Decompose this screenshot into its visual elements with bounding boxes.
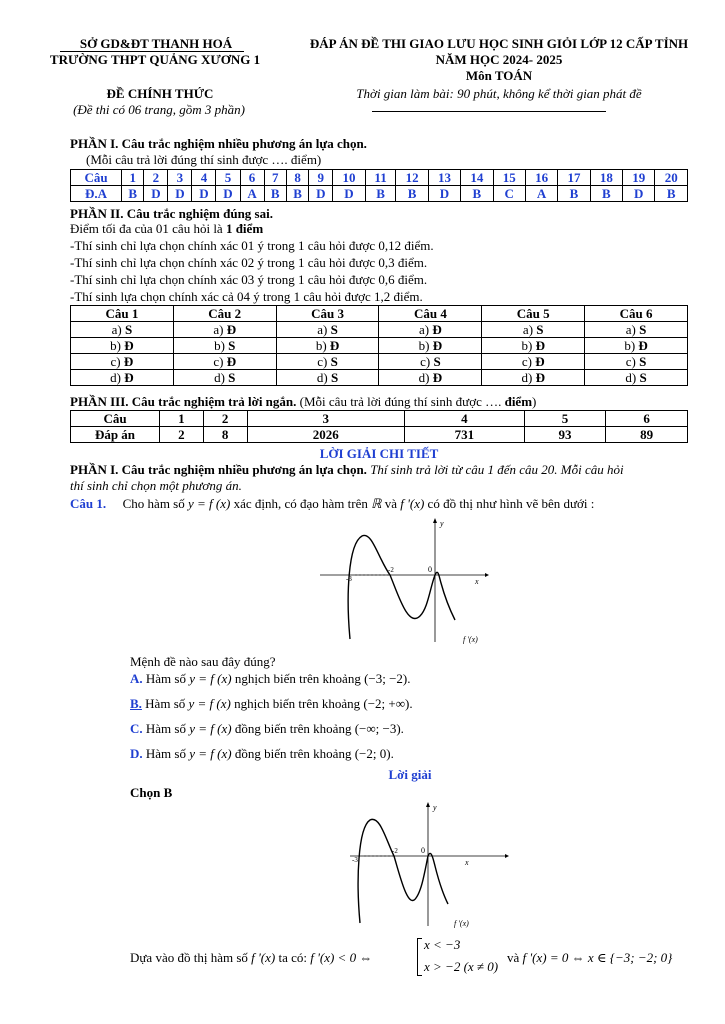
origin-label: 0 (428, 565, 432, 574)
tf-item-prefix: b) (315, 338, 330, 353)
tf-answer-cell (585, 322, 688, 338)
answer-cell: D (428, 186, 460, 202)
question-number: 3 (247, 411, 405, 427)
tf-item-prefix: b) (624, 338, 639, 353)
option-b: B. Hàm số y = f (x) nghịch biến trên khoảng (−2; +∞). (130, 696, 413, 711)
tick-label-minus-2: -2 (392, 847, 398, 855)
tf-item-value: Đ (432, 338, 443, 353)
conclusion-tail (507, 950, 672, 966)
exam-title: ĐÁP ÁN ĐỀ THI GIAO LƯU HỌC SINH GIỎI LỚP 12 CẤP TỈNH (309, 36, 689, 51)
option-text: Hàm số (145, 671, 186, 686)
detail-part1-note-2: thí sinh chỉ chọn một phương án. (70, 478, 242, 493)
math-real-set: ℝ (371, 496, 382, 511)
part3-title: PHẦN III. Câu trắc nghiệm trả lời ngắn. (70, 394, 297, 409)
tf-item-value: Đ (124, 370, 134, 385)
math-fprime: f '(x) (400, 496, 425, 511)
question-number: 2 (144, 170, 168, 186)
question-number: 8 (286, 170, 308, 186)
answer-cell: 2 (160, 427, 204, 443)
tick-label-minus-3: -3 (346, 575, 352, 583)
answer-cell: A (525, 186, 557, 202)
tf-answer-cell (379, 338, 482, 354)
answer-cell: 89 (606, 427, 688, 443)
question-number: 1 (122, 170, 144, 186)
option-letter: A. (130, 671, 143, 686)
table-row (71, 370, 688, 386)
answer-cell: B (655, 186, 688, 202)
tf-answer-cell (276, 354, 379, 370)
question-1-text: có đồ thị như hình vẽ bên dưới : (427, 496, 595, 511)
tf-item-value: Đ (535, 370, 545, 385)
question-1-text: và (384, 496, 397, 511)
question-number: 17 (558, 170, 590, 186)
table-header-cell: Đáp án (71, 427, 160, 443)
question-number: 1 (160, 411, 204, 427)
solution-label: Lời giải (388, 767, 432, 782)
tf-item-value: Đ (124, 338, 134, 353)
question-number: 6 (240, 170, 264, 186)
table-row (71, 411, 688, 427)
question-1-label: Câu 1. (70, 496, 107, 511)
option-text: Hàm số (145, 696, 186, 711)
tf-item-value: S (639, 370, 647, 385)
tf-item-prefix: c) (213, 354, 227, 369)
tf-item-prefix: c) (110, 354, 124, 369)
option-interval: (−3; −2) (364, 671, 408, 686)
curve-label: f '(x) (463, 635, 478, 644)
school-name: TRƯỜNG THPT QUẢNG XƯƠNG 1 (49, 52, 261, 67)
table-header-cell: Câu 3 (276, 306, 379, 322)
option-letter: C. (130, 721, 143, 736)
conclusion-text: ta có: (278, 950, 307, 965)
tf-answer-cell (379, 370, 482, 386)
part3-note-bold: điểm (504, 394, 533, 409)
option-interval: (−2; 0) (354, 746, 391, 761)
derivative-graph-solution (340, 800, 510, 928)
tf-answer-cell (379, 322, 482, 338)
table-header-cell: Câu 4 (379, 306, 482, 322)
tf-item-prefix: a) (522, 322, 537, 337)
answer-cell: B (396, 186, 428, 202)
option-text: nghịch biến trên khoảng (234, 671, 361, 686)
question-number: 11 (365, 170, 396, 186)
question-number: 7 (264, 170, 286, 186)
school-year: NĂM HỌC 2024- 2025 (435, 52, 563, 67)
tf-item-value: S (228, 370, 236, 385)
tf-item-prefix: b) (110, 338, 125, 353)
answer-cell: A (240, 186, 264, 202)
part2-max-score (70, 221, 263, 237)
answer-cell: B (264, 186, 286, 202)
tf-item-value: Đ (226, 354, 237, 369)
question-number: 2 (203, 411, 247, 427)
tf-item-value: Đ (226, 322, 237, 337)
tf-item-prefix: d) (316, 370, 331, 385)
part1-note: (Mỗi câu trả lời đúng thí sinh được …. điểm) (86, 152, 322, 167)
part2-rule: -Thí sinh chỉ lựa chọn chính xác 01 ý trong 1 câu hỏi được 0,12 điểm. (70, 238, 434, 253)
y-axis-label: y (433, 803, 437, 812)
tf-answer-cell (276, 370, 379, 386)
tf-item-prefix: a) (317, 322, 331, 337)
answer-cell: B (558, 186, 590, 202)
tf-answer-cell (585, 370, 688, 386)
option-function: y = f (x) (189, 746, 232, 761)
question-1-prompt: Mệnh đề nào sau đây đúng? (130, 654, 276, 669)
option-interval: (−∞; −3) (354, 721, 401, 736)
tf-item-prefix: a) (419, 322, 433, 337)
math-fprime: f '(x) (251, 950, 276, 965)
answer-cell: 731 (405, 427, 525, 443)
question-number: 20 (655, 170, 688, 186)
part2-rule: -Thí sinh chỉ lựa chọn chính xác 03 ý trong 1 câu hỏi được 0,6 điểm. (70, 272, 428, 287)
option-letter: D. (130, 746, 143, 761)
tf-item-value: S (124, 322, 133, 337)
y-axis-label: y (440, 519, 444, 528)
option-text: Hàm số (145, 721, 186, 736)
math-zero-set: f '(x) = 0 ⇔ x ∈ {−3; −2; 0} (522, 950, 673, 965)
tf-item-prefix: a) (213, 322, 227, 337)
answer-cell: 8 (203, 427, 247, 443)
table-row (71, 338, 688, 354)
detail-part1-heading (70, 462, 624, 478)
detail-title: LỜI GIẢI CHI TIẾT (319, 446, 439, 461)
tf-item-prefix: c) (317, 354, 331, 369)
tf-item-value: Đ (329, 338, 340, 353)
part2-max-prefix: Điểm tối đa của 01 câu hỏi là (70, 221, 226, 236)
answer-cell: D (309, 186, 333, 202)
question-number: 6 (606, 411, 688, 427)
math-fx: y = f (x) (188, 496, 231, 511)
tf-answer-cell (173, 322, 276, 338)
tf-answer-cell (482, 338, 585, 354)
tf-item-prefix: c) (420, 354, 434, 369)
x-axis-label: x (475, 577, 479, 586)
tf-item-prefix: d) (418, 370, 433, 385)
table-header-cell: Câu 5 (482, 306, 585, 322)
option-text: nghịch biến trên khoảng (234, 696, 361, 711)
question-number: 5 (524, 411, 606, 427)
part3-note-suffix: ) (532, 394, 537, 409)
option-function: y = f (x) (188, 696, 231, 711)
official-label: ĐỀ CHÍNH THỨC (106, 86, 214, 101)
tf-answer-cell (173, 338, 276, 354)
table-header-cell: Câu 1 (71, 306, 174, 322)
question-number: 14 (461, 170, 493, 186)
tf-item-prefix: b) (214, 338, 229, 353)
tf-answer-cell (173, 354, 276, 370)
tf-item-prefix: c) (521, 354, 536, 369)
conclusion-text: và (507, 950, 520, 965)
tf-answer-cell (482, 354, 585, 370)
answer-cell: B (122, 186, 144, 202)
tf-item-value: S (536, 322, 544, 337)
table-row (71, 427, 688, 443)
answer-cell: C (493, 186, 525, 202)
option-interval: (−2; +∞) (363, 696, 410, 711)
question-number: 10 (333, 170, 365, 186)
question-number: 4 (405, 411, 525, 427)
derivative-curve (348, 535, 455, 639)
part1-title: PHẦN I. Câu trắc nghiệm nhiều phương án lựa chọn. (70, 136, 367, 151)
answer-cell: 93 (524, 427, 606, 443)
tf-answer-cell (276, 338, 379, 354)
option-c: C. Hàm số y = f (x) đồng biến trên khoảng (−∞; −3). (130, 721, 404, 736)
answer-cell: B (590, 186, 622, 202)
question-number: 18 (590, 170, 622, 186)
tf-answer-cell (585, 354, 688, 370)
option-text: đồng biến trên khoảng (234, 721, 352, 736)
curve-label: f '(x) (454, 919, 469, 928)
question-1-text: Cho hàm số (122, 496, 185, 511)
question-number: 3 (168, 170, 192, 186)
tf-item-value: S (433, 354, 441, 369)
x-axis-label: x (465, 858, 469, 867)
tf-item-value: S (639, 322, 647, 337)
part2-max-value: 1 điểm (225, 221, 264, 236)
answer-cell: B (461, 186, 493, 202)
tf-item-prefix: d) (521, 370, 536, 385)
part3-heading (70, 394, 536, 410)
tf-item-prefix: b) (418, 338, 433, 353)
tf-answer-cell (71, 338, 174, 354)
tf-item-value: Đ (123, 354, 134, 369)
answer-cell: D (192, 186, 216, 202)
tf-item-value: S (330, 354, 338, 369)
table-row (71, 322, 688, 338)
table-row (71, 306, 688, 322)
tf-item-prefix: a) (111, 322, 125, 337)
school-department: SỞ GD&ĐT THANH HOÁ (79, 36, 233, 51)
conclusion-text: Dựa vào đồ thị hàm số (130, 950, 248, 965)
tf-item-value: Đ (432, 370, 443, 385)
tf-item-value: S (228, 338, 236, 353)
answer-cell: 2026 (247, 427, 405, 443)
y-axis-arrow (433, 518, 437, 523)
tf-item-prefix: b) (521, 338, 536, 353)
chosen-answer: Chọn B (130, 785, 173, 800)
tf-item-value: Đ (432, 322, 442, 337)
table-row (71, 170, 688, 186)
tf-item-value: Đ (535, 338, 545, 353)
table-row (71, 186, 688, 202)
answer-cell: D (216, 186, 240, 202)
answer-cell: D (623, 186, 655, 202)
subject: Môn TOÁN (465, 68, 533, 83)
question-number: 9 (309, 170, 333, 186)
answer-cell: D (168, 186, 192, 202)
derivative-curve (358, 819, 448, 923)
question-1 (70, 496, 594, 512)
part2-rule: -Thí sinh lựa chọn chính xác cả 04 ý trong 1 câu hỏi được 1,2 điểm. (70, 289, 423, 304)
question-number: 16 (525, 170, 557, 186)
option-a: A. Hàm số y = f (x) nghịch biến trên khoảng (−3; −2). (130, 671, 411, 686)
option-text: đồng biến trên khoảng (234, 746, 352, 761)
tf-answer-cell (482, 322, 585, 338)
option-function: y = f (x) (189, 671, 232, 686)
tf-answer-cell (379, 354, 482, 370)
answer-cell: D (333, 186, 365, 202)
option-d: D. Hàm số y = f (x) đồng biến trên khoảng (−2; 0). (130, 746, 394, 761)
question-number: 12 (396, 170, 428, 186)
case-2: x > −2 (x ≠ 0) (424, 959, 499, 974)
tf-item-value: S (639, 354, 647, 369)
tf-item-prefix: a) (625, 322, 640, 337)
table-header-cell: Câu 6 (585, 306, 688, 322)
tf-item-value: Đ (638, 338, 648, 353)
case-bracket (417, 938, 422, 976)
tf-answer-cell (71, 322, 174, 338)
part2-answer-table (70, 305, 688, 386)
tf-item-value: S (331, 370, 339, 385)
answer-cell: B (365, 186, 396, 202)
derivative-graph (310, 516, 490, 644)
x-axis-arrow (505, 854, 509, 858)
y-axis-arrow (426, 802, 430, 807)
part2-title: PHẦN II. Câu trắc nghiệm đúng sai. (70, 206, 273, 221)
part2-rule: -Thí sinh chỉ lựa chọn chính xác 02 ý trong 1 câu hỏi được 0,3 điểm. (70, 255, 428, 270)
tf-answer-cell (482, 370, 585, 386)
answer-cell: D (144, 186, 168, 202)
tf-answer-cell (71, 370, 174, 386)
question-number: 4 (192, 170, 216, 186)
answer-cell: B (286, 186, 308, 202)
tf-answer-cell (585, 338, 688, 354)
question-1-text: xác định, có đạo hàm trên (233, 496, 368, 511)
table-row (71, 354, 688, 370)
time-note: Thời gian làm bài: 90 phút, không kể thời gian phát đề (356, 86, 642, 101)
tf-item-prefix: d) (625, 370, 640, 385)
x-axis-arrow (485, 573, 489, 577)
origin-label: 0 (421, 846, 425, 855)
table-header-cell: Câu 2 (173, 306, 276, 322)
tf-answer-cell (71, 354, 174, 370)
tick-label-minus-2: -2 (388, 566, 394, 574)
question-number: 5 (216, 170, 240, 186)
table-header-cell: Câu (71, 411, 160, 427)
tf-item-value: S (330, 322, 338, 337)
option-letter: B. (130, 696, 142, 711)
case-1: x < −3 (424, 937, 461, 952)
question-number: 19 (623, 170, 655, 186)
math-fprime-negative: f '(x) < 0 ⇔ (310, 950, 373, 965)
header-right-underline (372, 111, 606, 112)
conclusion-lead (130, 950, 372, 966)
pages-note: (Đề thi có 06 trang, gồm 3 phần) (73, 102, 245, 117)
part3-answer-table (70, 410, 688, 443)
tf-answer-cell (173, 370, 276, 386)
tf-item-prefix: d) (110, 370, 125, 385)
question-number: 13 (428, 170, 460, 186)
part1-answer-table (70, 169, 688, 202)
question-number: 15 (493, 170, 525, 186)
tf-answer-cell (276, 322, 379, 338)
table-header-cell: Đ.A (71, 186, 122, 202)
part3-note: (Mỗi câu trả lời đúng thí sinh được …. (296, 394, 505, 409)
option-text: Hàm số (145, 746, 186, 761)
tick-label-minus-3: -3 (352, 856, 358, 864)
tf-item-prefix: c) (625, 354, 640, 369)
tf-item-value: Đ (535, 354, 545, 369)
table-header-cell: Câu (71, 170, 122, 186)
option-function: y = f (x) (189, 721, 232, 736)
detail-part1-note: Thí sinh trả lời từ câu 1 đến câu 20. Mỗi câu hỏi (370, 462, 624, 477)
tf-item-prefix: d) (214, 370, 229, 385)
detail-part1-title: PHẦN I. Câu trắc nghiệm nhiều phương án lựa chọn. (70, 462, 367, 477)
